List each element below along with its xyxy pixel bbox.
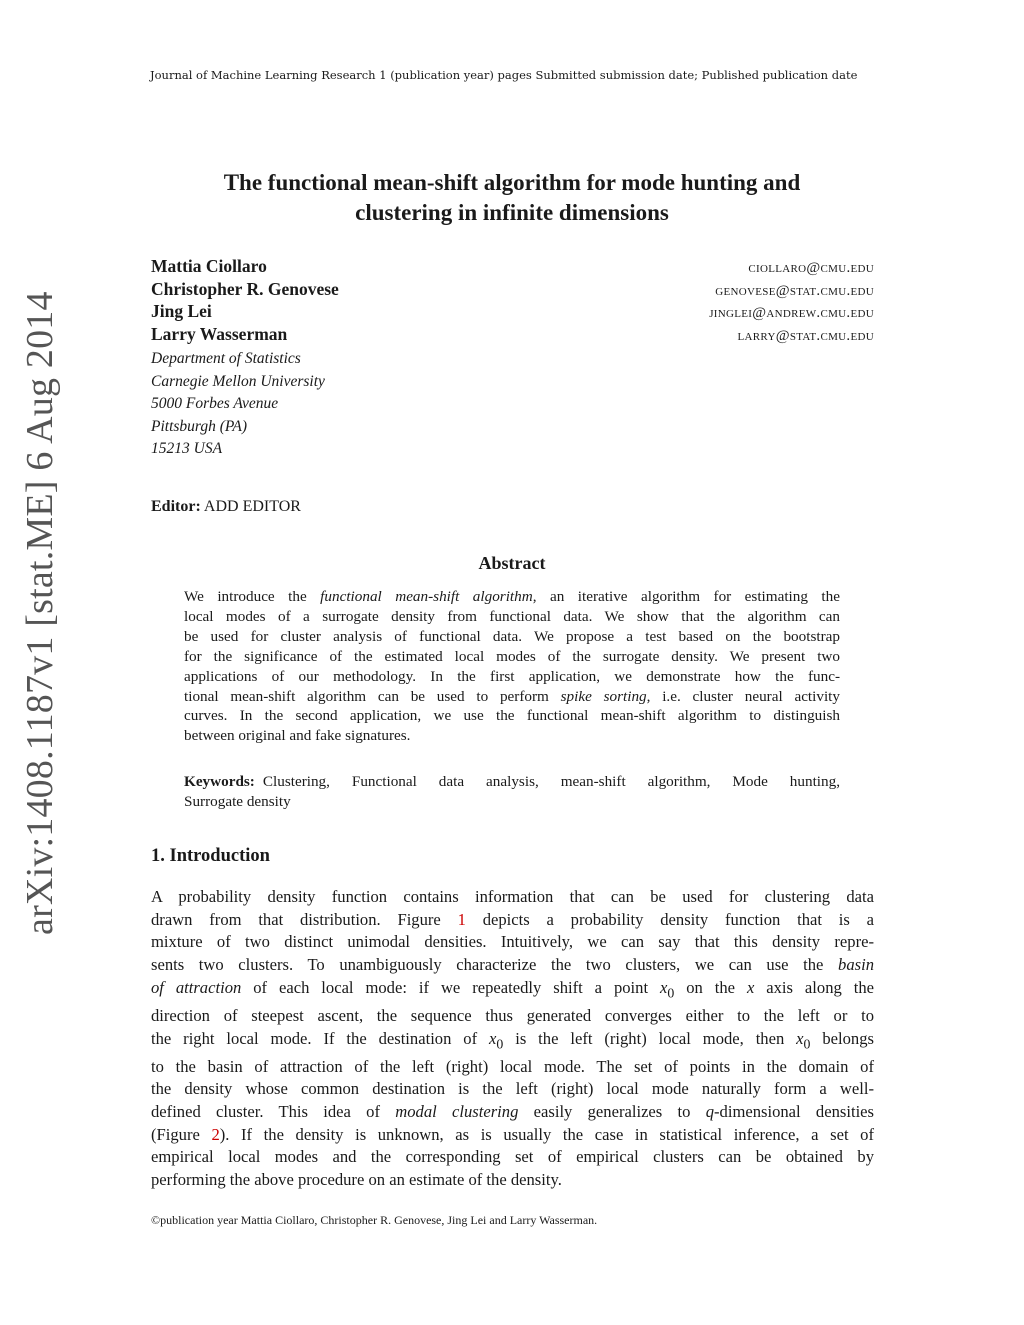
author-row (151, 324, 874, 347)
abstract-line: be used for cluster analysis of functional data. We propose a test based on the bootstrap (184, 627, 840, 645)
text: the right local mode. If the destination of (151, 1028, 490, 1048)
math-sub: 0 (803, 1035, 811, 1051)
keywords-label: Keywords: (184, 773, 255, 790)
arxiv-identifier: arXiv:1408.1187v1 [stat.ME] 6 Aug 2014 (19, 291, 61, 935)
body-line: mixture of two distinct unimodal densities. Intuitively, we can say that this density repre- (151, 932, 874, 952)
text: ). If the density is unknown, as is usually the case in statistical inference, a set of (219, 1124, 874, 1144)
affiliation (151, 348, 325, 461)
math-var: q (705, 1101, 715, 1121)
editor-value: ADD EDITOR (203, 498, 301, 515)
keywords-line: Surrogate density (184, 793, 291, 810)
emphasis: spike sorting (560, 687, 647, 705)
keywords (184, 772, 840, 812)
emphasis: basin (838, 955, 874, 975)
math-var: x (489, 1028, 497, 1048)
text: , an iterative algorithm for estimating the (532, 588, 840, 605)
author-email: larry@stat.cmu.edu (737, 327, 874, 344)
author-name: Mattia Ciollaro (151, 256, 267, 276)
paper-title (150, 168, 874, 228)
introduction-body (151, 886, 874, 1192)
text: , i.e. cluster neural activity (646, 687, 840, 705)
emphasis: of attraction (151, 977, 242, 997)
emphasis: functional mean-shift algorithm (320, 588, 533, 605)
keywords-text: Clustering, Functional data analysis, mean-shift algorithm, Mode hunting, (262, 773, 840, 790)
abstract-heading: Abstract (478, 553, 546, 573)
math-var: x (746, 977, 755, 997)
affiliation-line: Department of Statistics (151, 350, 301, 367)
math-sub: 0 (667, 985, 675, 1001)
body-line (151, 977, 874, 1005)
text: defined cluster. This idea of (151, 1101, 396, 1121)
affiliation-line: 15213 USA (151, 440, 223, 458)
editor-label: Editor: (151, 498, 201, 515)
text: depicts a probability density function that is a (465, 909, 875, 929)
text: We introduce the (184, 588, 321, 605)
body-line (151, 1124, 874, 1147)
emphasis: modal clustering (395, 1101, 519, 1121)
copyright-notice: ©publication year Mattia Ciollaro, Christopher R. Genovese, Jing Lei and Larry Wasserman. (151, 1213, 598, 1227)
math-var: x (796, 1028, 804, 1048)
figure-reference-link[interactable]: 1 (457, 909, 466, 929)
body-line (151, 1028, 874, 1056)
author-name: Christopher R. Genovese (151, 278, 339, 299)
body-line: performing the above procedure on an estimate of the density. (151, 1170, 562, 1190)
body-line: direction of steepest ascent, the sequence thus generated converges either to the left or to (151, 1005, 874, 1025)
author-email: ciollaro@cmu.edu (748, 260, 874, 276)
editor-line (151, 498, 301, 516)
body-line: the density whose common destination is the left (right) local mode naturally form a well- (151, 1079, 874, 1099)
text: sents two clusters. To unambiguously characterize the two clusters, we can use the (151, 955, 839, 975)
abstract-line (184, 587, 840, 607)
text: belongs (810, 1028, 874, 1048)
author-row (151, 279, 874, 302)
affiliation-line: Carnegie Mellon University (151, 372, 325, 390)
body-line (151, 1101, 874, 1124)
author-email: genovese@stat.cmu.edu (715, 282, 874, 299)
title-line-2: clustering in infinite dimensions (355, 200, 669, 225)
body-line: to the basin of attraction of the left (right) local mode. The set of points in the domain of (151, 1056, 874, 1076)
text: tional mean-shift algorithm can be used to perform (184, 687, 561, 705)
affiliation-line: Pittsburgh (PA) (151, 417, 248, 435)
body-line (151, 909, 874, 932)
journal-header: Journal of Machine Learning Research 1 (publication year) pages Submitted submission date; Published publication date (150, 68, 858, 82)
text: easily generalizes to (518, 1101, 706, 1121)
author-list (151, 256, 874, 346)
abstract-line: local modes of a surrogate density from functional data. We show that the algorithm can (184, 607, 840, 625)
author-row (151, 301, 874, 324)
author-row (151, 256, 874, 279)
text: on the (674, 977, 747, 997)
text: (Figure (151, 1124, 212, 1144)
abstract-line (184, 687, 840, 707)
abstract-line: for the significance of the estimated local modes of the surrogate density. We present two (184, 647, 840, 665)
author-email: jinglei@andrew.cmu.edu (709, 305, 874, 321)
body-line: empirical local modes and the corresponding set of empirical clusters can be obtained by (151, 1147, 874, 1167)
text: -dimensional densities (714, 1101, 874, 1121)
math-sub: 0 (496, 1035, 504, 1051)
author-name: Larry Wasserman (151, 323, 288, 344)
abstract-line: applications of our methodology. In the first application, we demonstrate how the func- (184, 667, 840, 685)
text: drawn from that distribution. Figure (151, 909, 458, 929)
affiliation-line: 5000 Forbes Avenue (151, 395, 279, 413)
abstract-line: between original and fake signatures. (184, 727, 411, 745)
body-line (151, 954, 874, 977)
figure-reference-link[interactable]: 2 (211, 1124, 220, 1144)
keywords-line (184, 772, 840, 792)
title-line-1: The functional mean-shift algorithm for mode hunting and (223, 170, 801, 195)
body-line: A probability density function contains information that can be used for clustering data (151, 887, 874, 906)
section-heading: 1. Introduction (151, 846, 270, 866)
author-name: Jing Lei (151, 301, 212, 321)
text: axis along the (754, 977, 874, 997)
abstract-body (184, 587, 840, 746)
math-var: x (660, 977, 668, 997)
text: of each local mode: if we repeatedly shift a point (241, 977, 661, 997)
abstract-line: curves. In the second application, we use the functional mean-shift algorithm to distinguish (184, 707, 840, 725)
text: is the left (right) local mode, then (503, 1028, 797, 1048)
